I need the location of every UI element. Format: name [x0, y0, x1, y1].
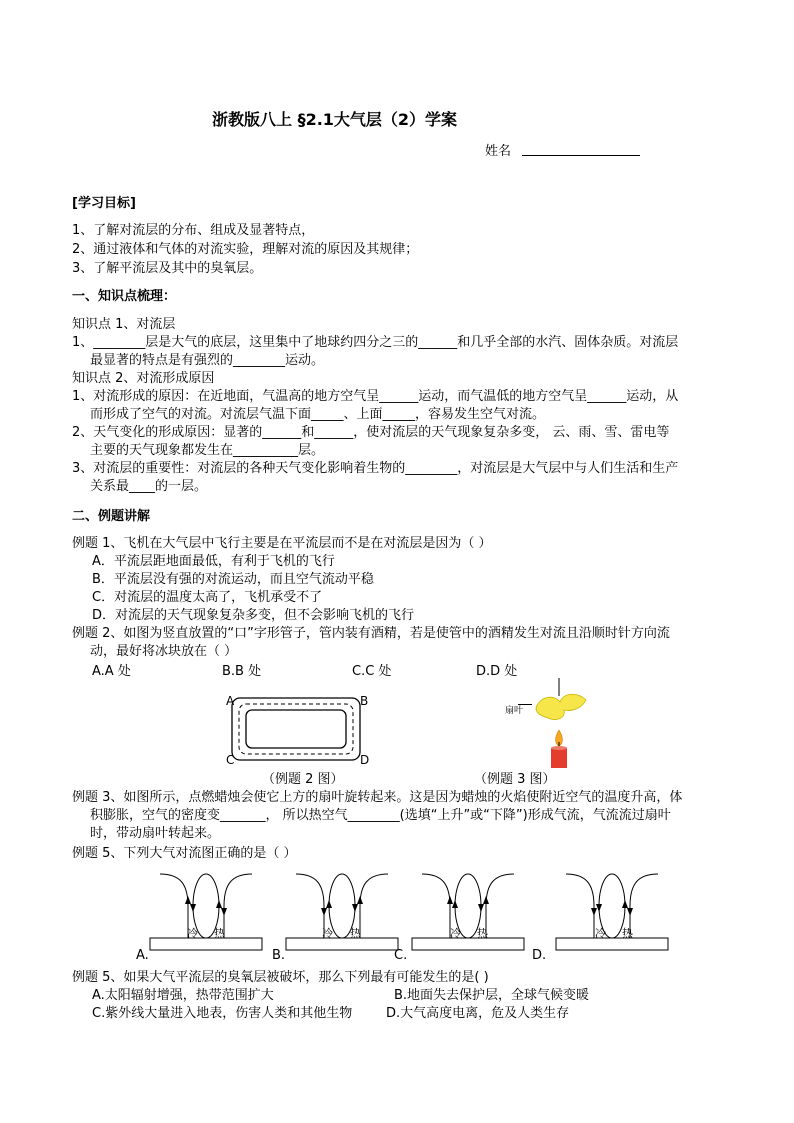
name-label: 姓名 — [485, 144, 512, 159]
cold-label: 冷 — [450, 927, 461, 940]
fan-label-line — [518, 704, 532, 705]
name-blank-line — [522, 155, 640, 156]
q3-line: 时，带动扇叶转起来。 — [90, 826, 221, 841]
cold-label: 冷 — [322, 927, 333, 940]
q2-option: C.C 处 — [352, 664, 392, 679]
q5b-stem: 例题 5、如果大气平流层的臭氧层被破坏，那么下列最有可能发生的是( ) — [72, 970, 489, 985]
hot-label: 热 — [622, 927, 633, 940]
section1-line: 知识点 2、对流形成原因 — [72, 371, 215, 386]
q2-option: D.D 处 — [476, 664, 518, 679]
objectives-heading: [学习目标] — [72, 196, 136, 211]
q1-option: D．对流层的天气现象复杂多变，但不会影响飞机的飞行 — [92, 608, 415, 623]
convection-diagram-b — [286, 866, 398, 958]
cold-label: 冷 — [187, 927, 198, 940]
page-title: 浙教版八上 §2.1大气层（2）学案 — [212, 110, 458, 129]
section1-line: 3、对流层的重要性：对流层的各种天气变化影响着生物的________，对流层是大气层中与人们生活和生产 — [72, 461, 679, 476]
section1-line: 1、对流形成的原因：在近地面，气温高的地方空气呈______运动，而气温低的地方空气呈______运动，从 — [72, 389, 679, 404]
section1-line: 知识点 1、对流层 — [72, 317, 176, 332]
fig2-caption: （例题 2 图） — [262, 772, 344, 787]
objective-item: 3、了解平流层及其中的臭氧层。 — [72, 261, 263, 276]
q5b-option: B.地面失去保护层，全球气候变暖 — [394, 988, 590, 1003]
section1-heading: 一、知识点梳理： — [72, 289, 177, 304]
tube-label-b: B — [360, 694, 369, 708]
convection-diagram-c — [412, 866, 524, 958]
q5b-option: D.大气高度电离，危及人类生存 — [386, 1006, 570, 1021]
fig3-caption: （例题 3 图） — [474, 772, 556, 787]
candle-fan-diagram — [530, 678, 590, 770]
objective-item: 1、了解对流层的分布、组成及显著特点， — [72, 223, 315, 238]
convection-diagram-a — [150, 866, 262, 958]
tube-label-a: A — [226, 694, 235, 708]
tube-label-c: C — [226, 753, 235, 767]
diagram-letter-c: C. — [394, 948, 408, 963]
hot-label: 热 — [350, 927, 361, 940]
q5b-option: C.紫外线大量进入地表，伤害人类和其他生物 — [92, 1006, 353, 1021]
q1-stem: 例题 1、飞机在大气层中飞行主要是在平流层而不是在对流层是因为（ ） — [72, 536, 492, 551]
q5b-option: A.太阳辐射增强，热带范围扩大 — [92, 988, 274, 1003]
diagram-letter-b: B. — [272, 948, 286, 963]
objective-item: 2、通过液体和气体的对流实验，理解对流的原因及其规律； — [72, 242, 419, 257]
cold-label: 冷 — [595, 927, 606, 940]
q1-option: B．平流层没有强的对流运动，而且空气流动平稳 — [92, 572, 374, 587]
q1-option: C．对流层的温度太高了，飞机承受不了 — [92, 590, 323, 605]
q2-stem: 动，最好将冰块放在（ ） — [90, 644, 238, 659]
q1-option: A．平流层距地面最低，有利于飞机的飞行 — [92, 554, 335, 569]
q2-option: B.B 处 — [222, 664, 262, 679]
section1-line: 而形成了空气的对流。对流层气温下面_____、上面_____，容易发生空气对流。 — [90, 407, 546, 422]
diagram-letter-d: D. — [532, 948, 547, 963]
section2-heading: 二、例题讲解 — [72, 509, 151, 524]
diagram-letter-a: A. — [136, 948, 149, 963]
q3-line: 例题 3、如图所示，点燃蜡烛会使它上方的扇叶旋转起来。这是因为蜡烛的火焰使附近空气的温度升高，体 — [72, 790, 683, 805]
q2-stem: 例题 2、如图为竖直放置的“口”字形管子，管内装有酒精，若是使管中的酒精发生对流且沿顺时针方向流 — [72, 626, 670, 641]
convection-diagram-d — [556, 866, 668, 958]
q2-option: A.A 处 — [92, 664, 131, 679]
fan-label: 扇叶 — [505, 706, 524, 716]
tube-label-d: D — [360, 753, 370, 767]
section1-line: 2、天气变化的形成原因：显著的______和______，使对流层的天气现象复杂多变， 云、雨、雪、雷电等 — [72, 425, 670, 440]
q5a-stem: 例题 5、下列大气对流图正确的是（ ） — [72, 846, 297, 861]
hot-label: 热 — [477, 927, 488, 940]
section1-line: 1、________层是大气的底层，这里集中了地球约四分之三的______和几乎全部的水汽、固体杂质。对流层 — [72, 335, 679, 350]
section1-line: 最显著的特点是有强烈的________运动。 — [90, 353, 325, 368]
tube-diagram — [222, 692, 372, 770]
hot-label: 热 — [214, 927, 225, 940]
section1-line: 主要的天气现象都发生在__________层。 — [90, 443, 325, 458]
section1-line: 关系最____的一层。 — [90, 479, 208, 494]
q3-line: 积膨胀，空气的密度变_______， 所以热空气________(选填“上升”或“下降”)形成气流，气流流过扇叶 — [90, 808, 671, 823]
